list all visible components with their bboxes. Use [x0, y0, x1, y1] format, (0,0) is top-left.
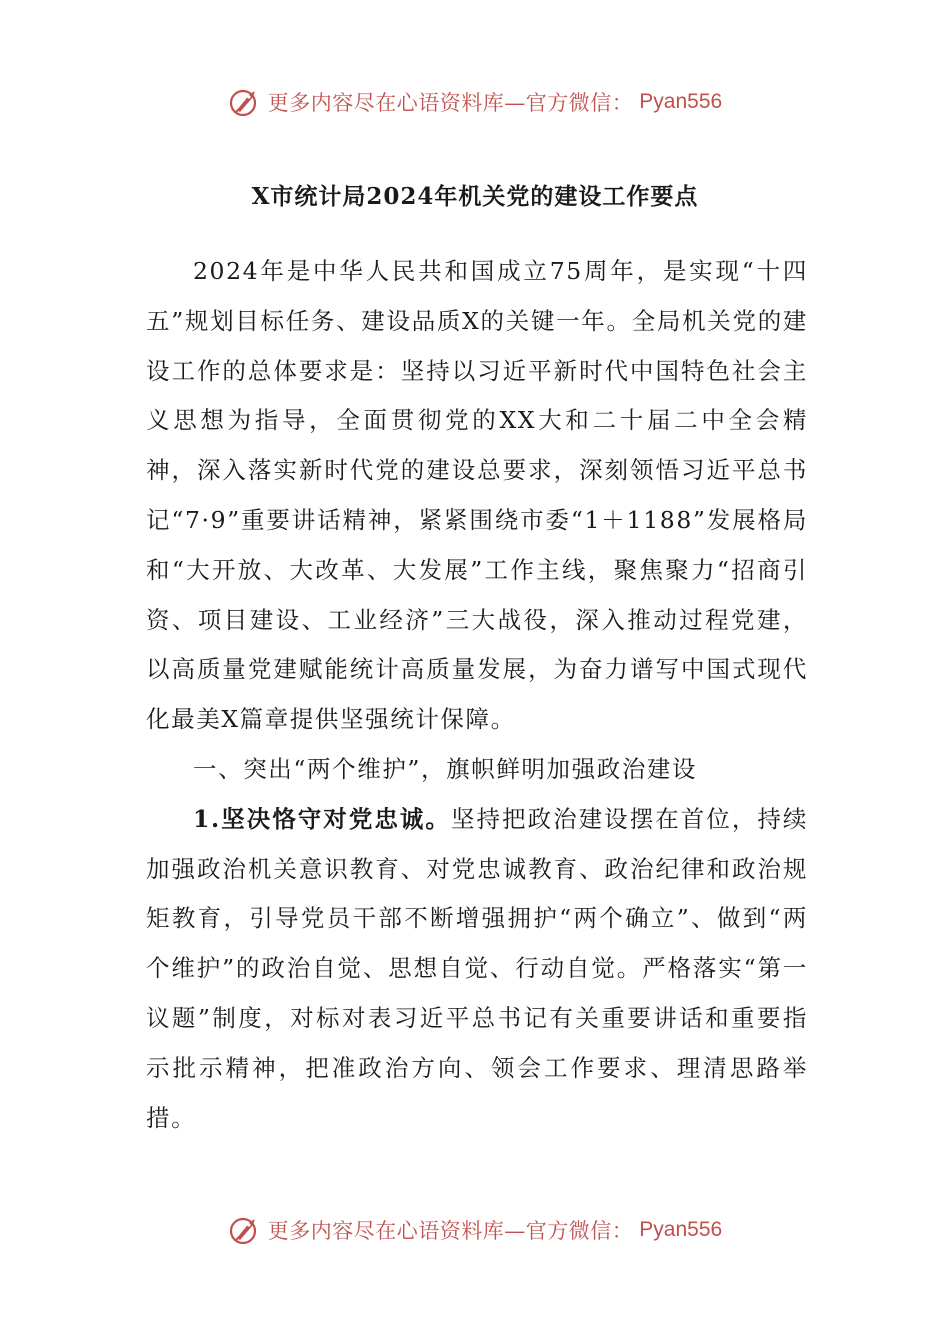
item-1-body: 坚持把政治建设摆在首位，持续加强政治机关意识教育、对党忠诚教育、政治纪律和政治规矩教育，引导党员干部不断增强拥护“两个确立”、做到“两个维护”的政治自觉、思想自觉、行动自觉。严格落实“第一议题”制度，对标对表习近平总书记有关重要讲话和重要指示批示精神，把准政治方向、领会工作要求、理清思路举措。	[146, 804, 808, 1132]
document-title: X市统计局2024年机关党的建设工作要点	[251, 183, 699, 210]
section-heading: 一、突出“两个维护”，旗帜鲜明加强政治建设	[193, 754, 698, 783]
item-1-lead: 1.坚决恪守对党忠诚。	[193, 804, 451, 833]
watermark-text: 更多内容尽在心语资料库—官方微信：	[267, 1219, 634, 1243]
pen-nib-logo-icon	[228, 85, 262, 119]
watermark-text: 更多内容尽在心语资料库—官方微信：	[267, 91, 634, 115]
watermark-banner-bottom	[0, 1210, 950, 1250]
intro-paragraph: 2024年是中华人民共和国成立75周年，是实现“十四五”规划目标任务、建设品质X的关键一年。全局机关党的建设工作的总体要求是：坚持以习近平新时代中国特色社会主义思想为指导，全面贯彻党的XX大和二十届二中全会精神，深入落实新时代党的建设总要求，深刻领悟习近平总书记“7·9”重要讲话精神，紧紧围绕市委“1＋1188”发展格局和“大开放、大改革、大发展”工作主线，聚焦聚力“招商引资、项目建设、工业经济”三大战役，深入推动过程党建，以高质量党建赋能统计高质量发展，为奋力谱写中国式现代化最美X篇章提供坚强统计保障。	[146, 257, 808, 734]
watermark-wechat-id: Pyan556	[639, 90, 723, 113]
item-1-paragraph	[146, 795, 808, 1144]
watermark-banner-top	[0, 82, 950, 122]
watermark-wechat-id: Pyan556	[639, 1218, 723, 1241]
document-body	[146, 247, 808, 1143]
pen-nib-logo-icon	[228, 1213, 262, 1247]
